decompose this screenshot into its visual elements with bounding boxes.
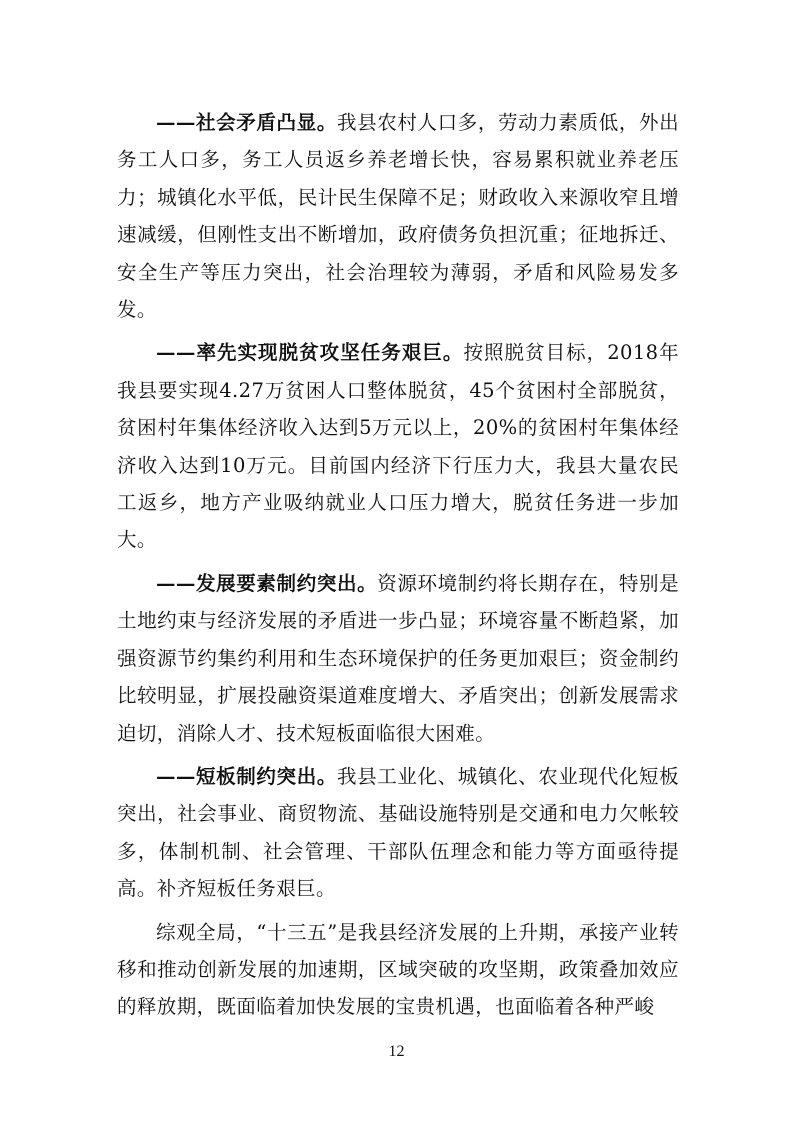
paragraph-overall-outlook (117, 914, 679, 1026)
paragraph-text: 按照脱贫目标，2018年我县要实现4.27万贫困人口整体脱贫，45个贫困村全部脱贫，贫困村年集体经济收入达到5万元以上，20%的贫困村年集体经济收入达到10万元。目前国内经济下行压力大，我县大量农民工返乡，地方产业吸纳就业人口压力增大，脱贫任务进一步加大。 (117, 341, 679, 552)
paragraph-heading: ——率先实现脱贫攻坚任务艰巨。 (156, 341, 464, 365)
paragraph-heading: ——发展要素制约突出。 (156, 571, 378, 595)
document-body (117, 104, 679, 1032)
paragraph-text: 我县农村人口多，劳动力素质低，外出务工人口多，务工人员返乡养老增长快，容易累积就业养老压力；城镇化水平低，民计民生保障不足；财政收入来源收窄且增速减缓，但刚性支出不断增加，政府债务负担沉重；征地拆迁、安全生产等压力突出，社会治理较为薄弱，矛盾和风险易发多发。 (117, 111, 679, 322)
paragraph-social-contradictions (117, 104, 679, 328)
paragraph-text: 综观全局，“十三五”是我县经济发展的上升期，承接产业转移和推动创新发展的加速期，区域突破的攻坚期，政策叠加效应的释放期，既面临着加快发展的宝贵机遇，也面临着各种严峻 (117, 920, 679, 1019)
paragraph-poverty-alleviation (117, 334, 679, 558)
page-number: 12 (388, 1043, 405, 1060)
paragraph-weak-links (117, 758, 679, 908)
paragraph-text: 我县工业化、城镇化、农业现代化短板突出，社会事业、商贸物流、基础设施特别是交通和电力欠帐较多，体制机制、社会管理、干部队伍理念和能力等方面亟待提高。补齐短板任务艰巨。 (117, 764, 679, 901)
paragraph-text: 资源环境制约将长期存在，特别是土地约束与经济发展的矛盾进一步凸显；环境容量不断趋紧，加强资源节约集约利用和生态环境保护的任务更加艰巨；资金制约比较明显，扩展投融资渠道难度增大、矛盾突出；创新发展需求迫切，消除人才、技术短板面临很大困难。 (117, 571, 679, 745)
paragraph-heading: ——短板制约突出。 (156, 764, 337, 788)
paragraph-heading: ——社会矛盾凸显。 (156, 111, 337, 134)
paragraph-resource-constraints (117, 565, 679, 752)
